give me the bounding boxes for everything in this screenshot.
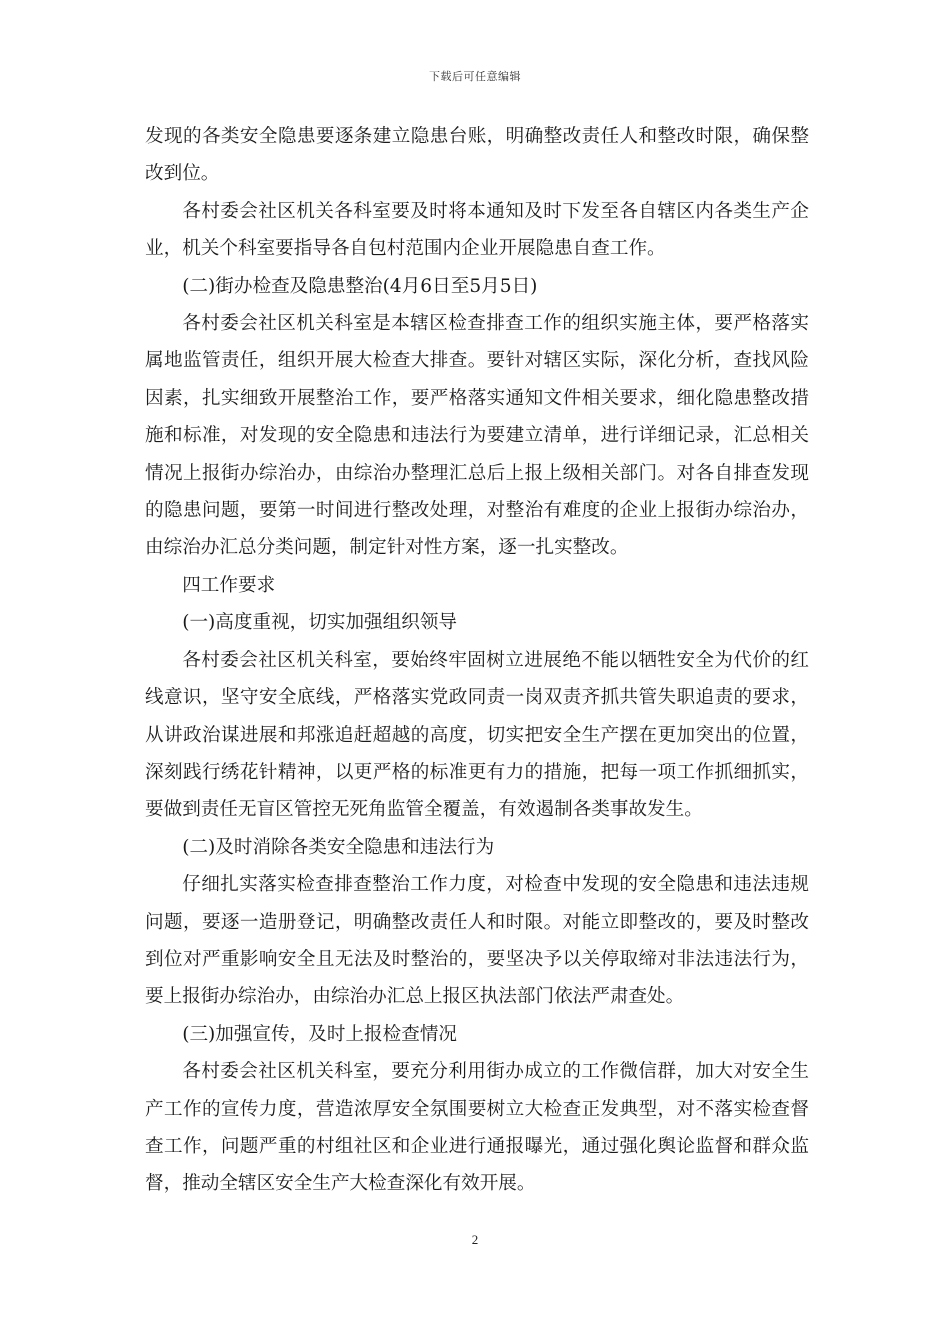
paragraph: 仔细扎实落实检查排查整治工作力度，对检查中发现的安全隐患和违法违规问题，要逐一造册登记，明确整改责任人和时限。对能立即整改的，要及时整改到位对严重影响安全且无法及时整治的，要坚决予以关停取缔对非法违法行为，要上报街办综治办，由综治办汇总上报区执法部门依法严肃查处。	[145, 874, 809, 1008]
page-number: 2	[471, 1232, 479, 1247]
paragraph: 各村委会社区机关科室，要始终牢固树立进展绝不能以牺牲安全为代价的红线意识，坚守安全底线，严格落实党政同责一岗双责齐抓共管失职追责的要求，从讲政治谋进展和邦涨追赶超越的高度，切实把安全生产摆在更加突出的位置，深刻践行绣花针精神，以更严格的标准更有力的措施，把每一项工作抓细抓实，要做到责任无盲区管控无死角监管全覆盖，有效遏制各类事故发生。	[145, 649, 809, 821]
paragraph: 发现的各类安全隐患要逐条建立隐患台账，明确整改责任人和整改时限，确保整改到位。	[145, 126, 809, 185]
page-header: 下载后可任意编辑	[429, 70, 521, 83]
paragraph: 各村委会社区机关科室，要充分利用街办成立的工作微信群，加大对安全生产工作的宣传力度，营造浓厚安全氛围要树立大检查正发典型，对不落实检查督查工作，问题严重的村组社区和企业进行通报曝光，通过强化舆论监督和群众监督，推动全辖区安全生产大检查深化有效开展。	[145, 1061, 809, 1195]
paragraph: 各村委会社区机关科室是本辖区检查排查工作的组织实施主体，要严格落实属地监管责任，组织开展大检查大排查。要针对辖区实际，深化分析，查找风险因素，扎实细致开展整治工作，要严格落实通知文件相关要求，细化隐患整改措施和标准，对发现的安全隐患和违法行为要建立清单，进行详细记录，汇总相关情况上报街办综治办，由综治办整理汇总后上报上级相关部门。对各自排查发现的隐患问题，要第一时间进行整改处理，对整治有难度的企业上报街办综治办，由综治办汇总分类问题，制定针对性方案，逐一扎实整改。	[145, 313, 809, 559]
paragraph: 各村委会社区机关各科室要及时将本通知及时下发至各自辖区内各类生产企业，机关个科室要指导各自包村范围内企业开展隐患自查工作。	[145, 200, 809, 260]
section-heading: (二)街办检查及隐患整治(4月6日至5月5日)	[182, 275, 538, 297]
section-heading: (三)加强宣传，及时上报检查情况	[182, 1023, 458, 1045]
section-heading: 四工作要求	[182, 574, 276, 596]
section-heading: (二)及时消除各类安全隐患和违法行为	[182, 836, 495, 858]
section-heading: (一)高度重视，切实加强组织领导	[182, 612, 458, 634]
document-body	[145, 118, 809, 1203]
